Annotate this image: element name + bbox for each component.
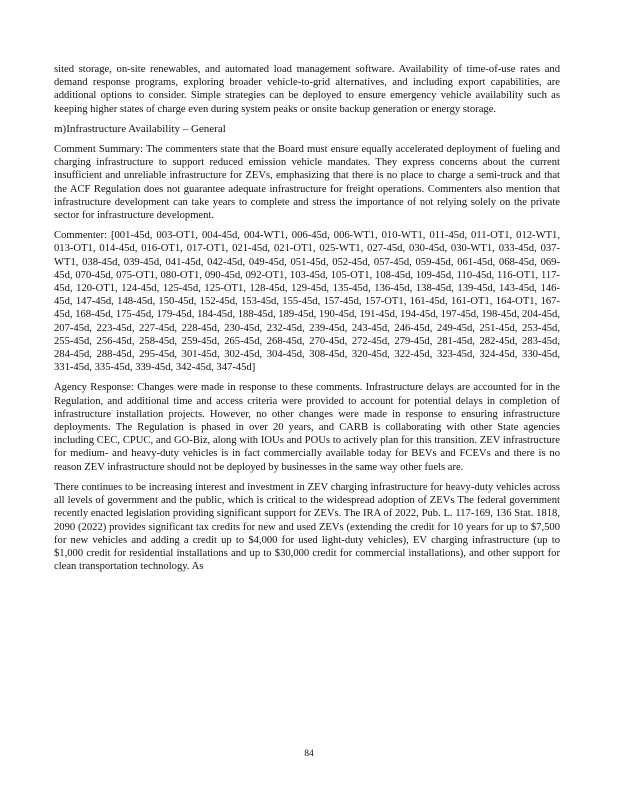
comment-summary-paragraph: Comment Summary: The commenters state that the Board must ensure equally accelerated deployment of fueling and charging infrastructure to support reduced emission vehicle mandates. They express concerns about the current insufficient and unreliable infrastructure for ZEVs, emphasizing that there is no place to charge a semi-truck and that the ACF Regulation does not guarantee adequate infrastructure for freight operations. Commenters also mention that infrastructure development can take years to complete and stress the importance of not relying solely on the private sector for infrastructure development. — [54, 144, 560, 222]
page-number: 84 — [304, 749, 314, 759]
section-heading: m)Infrastructure Availability – General — [54, 122, 226, 135]
intro-paragraph: sited storage, on-site renewables, and automated load management software. Availability of time-of-use rates and demand response programs, exploring broader vehicle-to-grid alternatives, and including export capabilities, are additional options to consider. Simple strategies can be deployed to ensure emergency vehicle availability such as keeping higher states of charge even during system peaks or onsite backup generation or energy storage. — [54, 64, 560, 115]
document-body — [54, 63, 560, 580]
commenter-list-paragraph: Commenter: [001-45d, 003-OT1, 004-45d, 004-WT1, 006-45d, 006-WT1, 010-WT1, 011-45d, 011-OT1, 012-WT1, 013-OT1, 014-45d, 016-OT1, 017-OT1, 021-45d, 021-OT1, 025-WT1, 027-45d, 030-45d, 030-WT1, 033-45d, 037-WT1, 038-45d, 039-45d, 041-45d, 042-45d, 049-45d, 051-45d, 052-45d, 057-45d, 059-45d, 061-45d, 068-45d, 069-45d, 070-45d, 075-OT1, 080-OT1, 090-45d, 092-OT1, 103-45d, 105-OT1, 108-45d, 109-45d, 110-45d, 116-OT1, 117-45d, 120-OT1, 124-45d, 125-45d, 125-OT1, 128-45d, 129-45d, 135-45d, 136-45d, 138-45d, 139-45d, 143-45d, 146-45d, 147-45d, 148-45d, 150-45d, 152-45d, 153-45d, 155-45d, 157-45d, 157-OT1, 161-45d, 161-OT1, 164-OT1, 167-45d, 168-45d, 175-45d, 179-45d, 184-45d, 188-45d, 189-45d, 190-45d, 191-45d, 194-45d, 197-45d, 198-45d, 204-45d, 207-45d, 223-45d, 227-45d, 228-45d, 230-45d, 232-45d, 239-45d, 243-45d, 246-45d, 249-45d, 251-45d, 253-45d, 255-45d, 256-45d, 258-45d, 259-45d, 265-45d, 268-45d, 270-45d, 272-45d, 279-45d, 281-45d, 282-45d, 283-45d, 284-45d, 288-45d, 295-45d, 301-45d, 302-45d, 304-45d, 308-45d, 320-45d, 322-45d, 323-45d, 324-45d, 330-45d, 331-45d, 335-45d, 339-45d, 342-45d, 347-45d] — [54, 230, 560, 374]
ira-paragraph: There continues to be increasing interest and investment in ZEV charging infrastructure for heavy-duty vehicles across all levels of government and the public, which is critical to the widespread adoption of ZEVs The federal government recently enacted legislation providing significant support for ZEVs. The IRA of 2022, Pub. L. 117-169, 136 Stat. 1818, 2090 (2022) provides significant tax credits for new and used ZEVs (extending the credit for 10 years for up to $7,500 for new vehicles and adding a credit up to $4,000 for used light-duty vehicles), EV charging infrastructure (up to $1,000 credit for residential installations and up to $30,000 credit for commercial installations), and other support for clean transportation technology. As — [54, 481, 560, 573]
agency-response-paragraph: Agency Response: Changes were made in response to these comments. Infrastructure delays are accounted for in the Regulation, and additional time and access criteria were provided to account for potential delays in completion of infrastructure installation projects. However, no other changes were made in response to ensuring infrastructure deployments. The Regulation is phased in over 20 years, and CARB is collaborating with other State agencies including CEC, CPUC, and GO-Biz, along with IOUs and POUs to actively plan for this transition. ZEV infrastructure for medium- and heavy-duty vehicles is in fact commercially available today for BEVs and FCEVs and there is no reason ZEV infrastructure should not be deployed by businesses in the same way other fuels are. — [54, 382, 560, 473]
